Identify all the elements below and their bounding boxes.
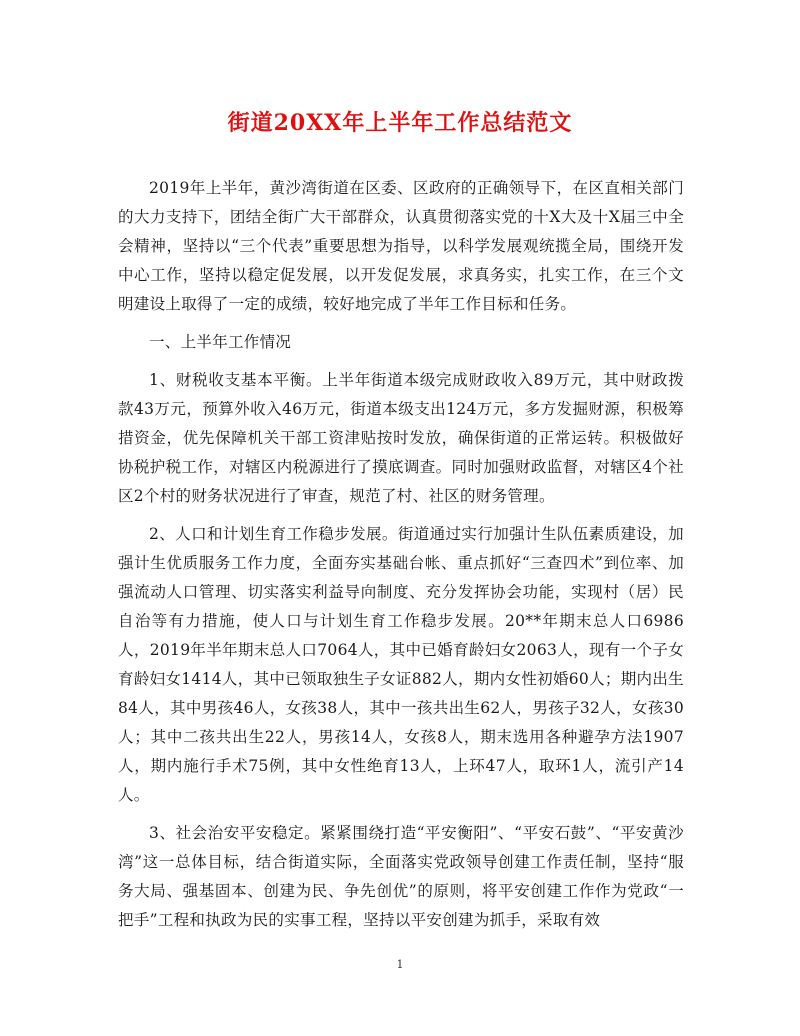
paragraph-finance: 1、财税收支基本平衡。上半年街道本级完成财政收入89万元，其中财政拨款43万元，预算外收入46万元，街道本级支出124万元，多方发掘财源，积极筹措资金，优先保障机关干部工资津贴按时发放，确保街道的正常运转。积极做好协税护税工作，对辖区内税源进行了摸底调查。同时加强财政监督，对辖区4个社区2个村的财务状况进行了审查，规范了村、社区的财务管理。 [118,371,684,505]
document-body [118,174,684,944]
paragraph-intro: 2019年上半年，黄沙湾街道在区委、区政府的正确领导下，在区直相关部门的大力支持下，团结全街广大干部群众，认真贯彻落实党的十X大及十X届三中全会精神，坚持以“三个代表”重要思想为指导，以科学发展观统揽全局，围绕开发中心工作，坚持以稳定促发展，以开发促发展，求真务实，扎实工作，在三个文明建设上取得了一定的成绩，较好地完成了半年工作目标和任务。 [118,179,684,313]
document-title: 街道20XX年上半年工作总结范文 [227,110,573,136]
section-heading: 一、上半年工作情况 [149,333,292,351]
paragraph-security: 3、社会治安平安稳定。紧紧围绕打造“平安衡阳”、“平安石鼓”、“平安黄沙湾”这一总体目标，结合街道实际，全面落实党政领导创建工作责任制，坚持“服务大局、强基固本、创建为民、争先创优”的原则，将平安创建工作作为党政“一把手”工程和执政为民的实事工程，坚持以平安创建为抓手，采取有效 [118,824,684,929]
page-number: 1 [396,958,404,971]
paragraph-population: 2、人口和计划生育工作稳步发展。街道通过实行加强计生队伍素质建设，加强计生优质服务工作力度，全面夯实基础台帐、重点抓好“三查四术”到位率、加强流动人口管理、切实落实利益导向制度、充分发挥协会功能，实现村（居）民自治等有力措施，使人口与计划生育工作稳步发展。20**年期末总人口6986人，2019年半年期末总人口7064人，其中已婚育龄妇女2063人，现有一个子女育龄妇女1414人，其中已领取独生子女证882人，期内女性初婚60人；期内出生84人，其中男孩46人，女孩38人，其中一孩共出生62人，男孩子32人，女孩30人；其中二孩共出生22人，男孩14人，女孩8人，期末选用各种避孕方法1907人，期内施行手术75例，其中女性绝育13人，上环47人，取环1人，流引产14人。 [118,525,684,804]
